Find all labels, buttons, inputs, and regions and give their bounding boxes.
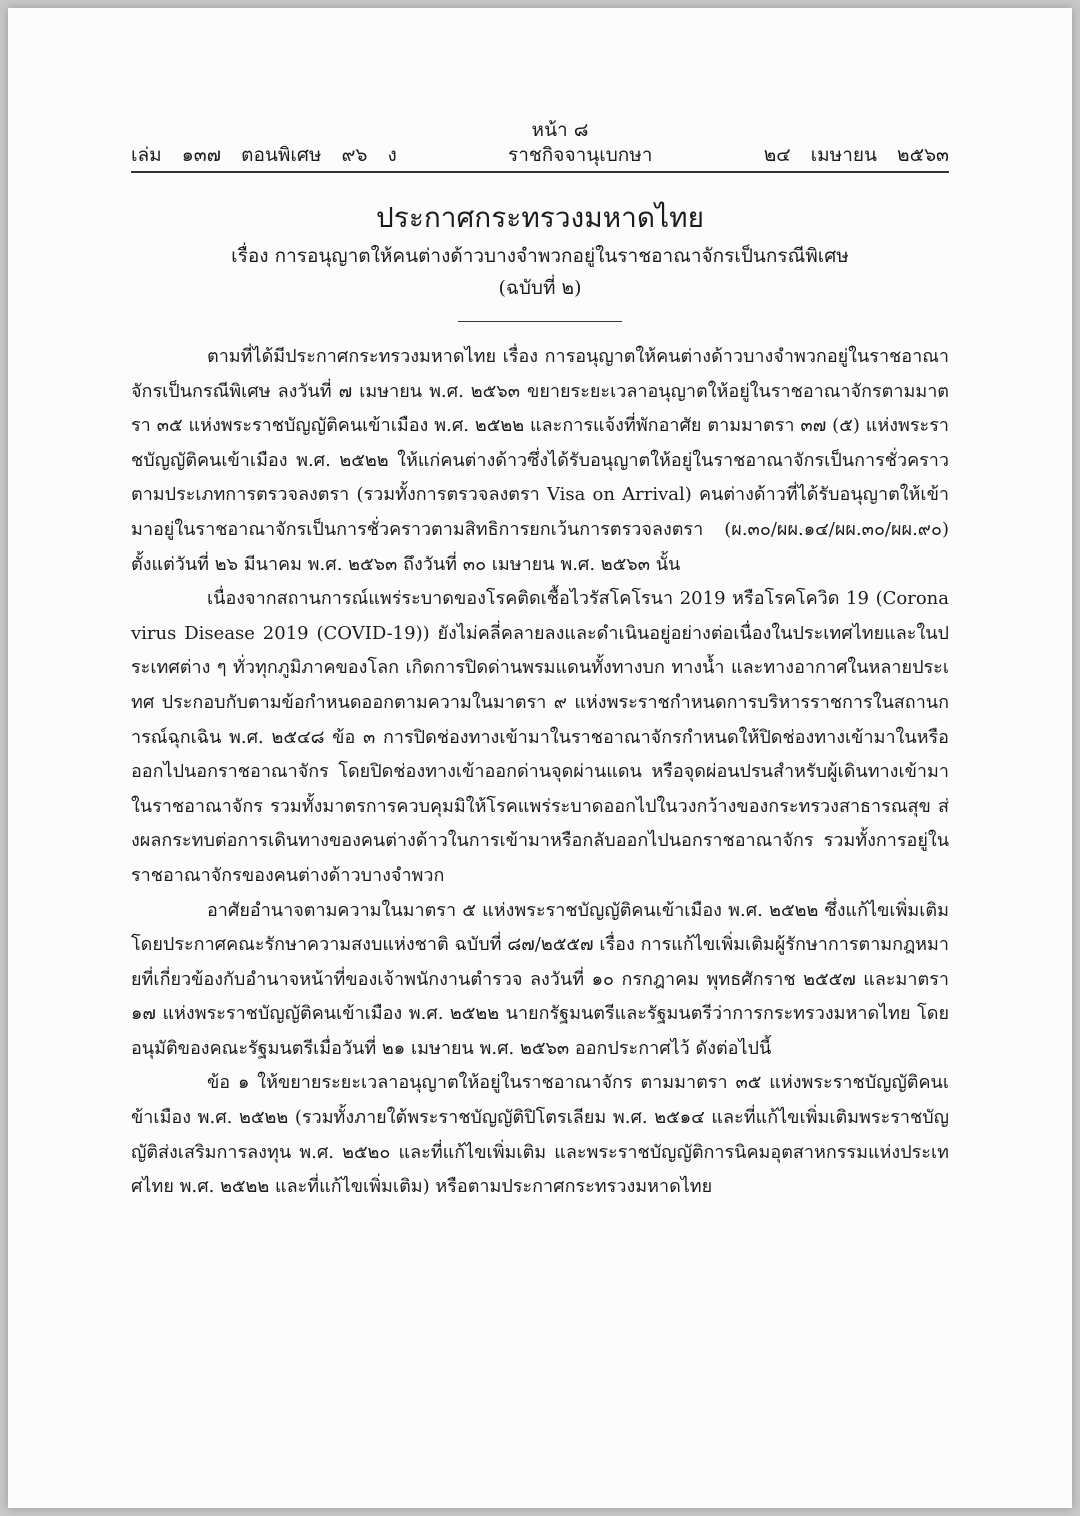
title-divider	[458, 321, 622, 322]
document-subject: เรื่อง การอนุญาตให้คนต่างด้าวบางจำพวกอยู่ในราชอาณาจักรเป็นกรณีพิเศษ	[231, 245, 849, 267]
volume-number: ๑๓๗	[181, 144, 222, 166]
section-label: ตอนพิเศษ	[241, 144, 322, 166]
date-day: ๒๔	[763, 144, 791, 166]
date-month: เมษายน	[810, 144, 877, 166]
gazette-header	[131, 142, 949, 173]
page-content	[131, 118, 949, 1205]
body-paragraph-3: อาศัยอำนาจตามความในมาตรา ๕ แห่งพระราชบัญญัติคนเข้าเมือง พ.ศ. ๒๕๒๒ ซึ่งแก้ไขเพิ่มเติมโดยประกาศคณะรักษาความสงบแห่งชาติ ฉบับที่ ๘๗/๒๕๕๗ เรื่อง การแก้ไขเพิ่มเติมผู้รักษาการตามกฎหมายที่เกี่ยวข้องกับอำนาจหน้าที่ของเจ้าพนักงานตำรวจ ลงวันที่ ๑๐ กรกฎาคม พุทธศักราช ๒๕๕๗ และมาตรา ๑๗ แห่งพระราชบัญญัติคนเข้าเมือง พ.ศ. ๒๕๒๒ นายกรัฐมนตรีและรัฐมนตรีว่าการกระทรวงมหาดไทย โดยอนุมัติของคณะรัฐมนตรีเมื่อวันที่ ๒๑ เมษายน พ.ศ. ๒๕๖๓ ออกประกาศไว้ ดังต่อไปนี้	[131, 899, 949, 1059]
section-number: ๙๖	[341, 144, 368, 166]
volume-section-info	[131, 142, 397, 168]
body-paragraph-2: เนื่องจากสถานการณ์แพร่ระบาดของโรคติดเชื้อไวรัสโคโรนา 2019 หรือโรคโควิด 19 (Coronavirus Disease 2019 (COVID-19)) ยังไม่คลี่คลายลงและดำเนินอยู่อย่างต่อเนื่องในประเทศไทยและในประเทศต่าง ๆ ทั่วทุกภูมิภาคของโลก เกิดการปิดด่านพรมแดนทั้งทางบก ทางน้ำ และทางอากาศในหลายประเทศ ประกอบกับตามข้อกำหนดออกตามความในมาตรา ๙ แห่งพระราชกำหนดการบริหารราชการในสถานการณ์ฉุกเฉิน พ.ศ. ๒๕๔๘ ข้อ ๓ การปิดช่องทางเข้ามาในราชอาณาจักรกำหนดให้ปิดช่องทางเข้ามาในหรือออกไปนอกราชอาณาจักร โดยปิดช่องทางเข้าออกด่านจุดผ่านแดน หรือจุดผ่อนปรนสำหรับผู้เดินทางเข้ามาในราชอาณาจักร รวมทั้งมาตรการควบคุมมิให้โรคแพร่ระบาดออกไปในวงกว้างของกระทรวงสาธารณสุข ส่งผลกระทบต่อการเดินทางของคนต่างด้าวในการเข้ามาหรือกลับออกไปนอกราชอาณาจักร รวมทั้งการอยู่ในราชอาณาจักรของคนต่างด้าวบางจำพวก	[131, 588, 949, 886]
gazette-name: ราชกิจจานุเบกษา	[508, 144, 653, 166]
body-paragraph-4: ข้อ ๑ ให้ขยายระยะเวลาอนุญาตให้อยู่ในราชอาณาจักร ตามมาตรา ๓๕ แห่งพระราชบัญญัติคนเข้าเมือง พ.ศ. ๒๕๒๒ (รวมทั้งภายใต้พระราชบัญญัติปิโตรเลียม พ.ศ. ๒๕๑๔ และที่แก้ไขเพิ่มเติมพระราชบัญญัติส่งเสริมการลงทุน พ.ศ. ๒๕๒๐ และที่แก้ไขเพิ่มเติม และพระราชบัญญัติการนิคมอุตสาหกรรมแห่งประเทศไทย พ.ศ. ๒๕๒๒ และที่แก้ไขเพิ่มเติม) หรือตามประกาศกระทรวงมหาดไทย	[131, 1072, 949, 1198]
date-year: ๒๕๖๓	[897, 144, 949, 166]
body-paragraph-1: ตามที่ได้มีประกาศกระทรวงมหาดไทย เรื่อง การอนุญาตให้คนต่างด้าวบางจำพวกอยู่ในราชอาณาจักรเป็นกรณีพิเศษ ลงวันที่ ๗ เมษายน พ.ศ. ๒๕๖๓ ขยายระยะเวลาอนุญาตให้อยู่ในราชอาณาจักรตามมาตรา ๓๕ แห่งพระราชบัญญัติคนเข้าเมือง พ.ศ. ๒๕๒๒ และการแจ้งที่พักอาศัย ตามมาตรา ๓๗ (๕) แห่งพระราชบัญญัติคนเข้าเมือง พ.ศ. ๒๕๒๒ ให้แก่คนต่างด้าวซึ่งได้รับอนุญาตให้อยู่ในราชอาณาจักรเป็นการชั่วคราวตามประเภทการตรวจลงตรา (รวมทั้งการตรวจลงตรา Visa on Arrival) คนต่างด้าวที่ได้รับอนุญาตให้เข้ามาอยู่ในราชอาณาจักรเป็นการชั่วคราวตามสิทธิการยกเว้นการตรวจลงตรา (ผ.๓๐/ผผ.๑๔/ผผ.๓๐/ผผ.๙๐) ตั้งแต่วันที่ ๒๖ มีนาคม พ.ศ. ๒๕๖๓ ถึงวันที่ ๓๐ เมษายน พ.ศ. ๒๕๖๓ นั้น	[131, 346, 950, 575]
document-edition: (ฉบับที่ ๒)	[498, 277, 582, 299]
volume-label: เล่ม	[131, 144, 162, 166]
document-page	[8, 8, 1072, 1508]
page-number: หน้า ๘	[531, 119, 589, 141]
section-letter: ง	[387, 144, 397, 166]
document-title: ประกาศกระทรวงมหาดไทย	[376, 201, 704, 234]
publication-date	[764, 142, 949, 168]
